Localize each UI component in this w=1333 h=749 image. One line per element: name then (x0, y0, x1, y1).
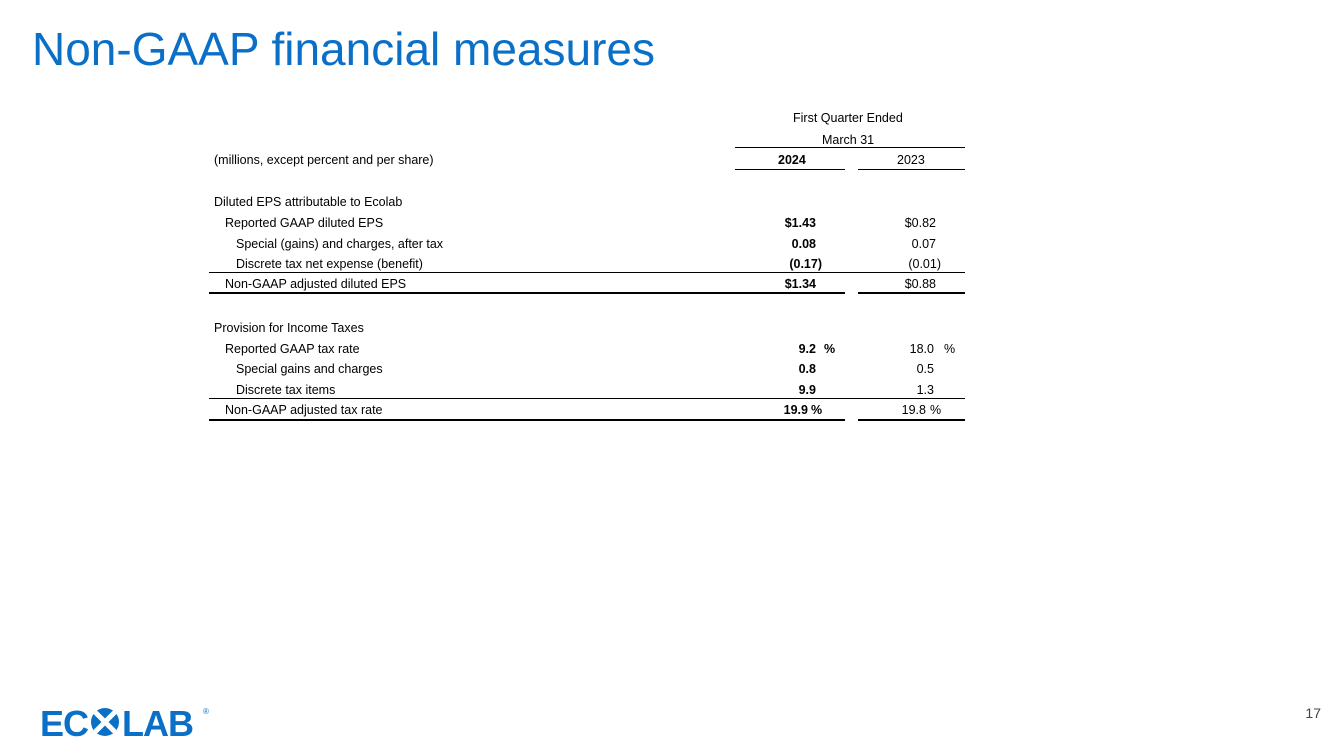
tax-row-label: Special gains and charges (236, 362, 383, 376)
eps-row-label: Discrete tax net expense (benefit) (236, 257, 423, 271)
pct-sign: % (944, 342, 956, 356)
eps-total-rule (209, 292, 845, 294)
col-2024-rule (735, 169, 845, 170)
tax-row-2024: 9.9 (798, 383, 816, 397)
col-2023-rule (858, 169, 965, 170)
pct-sign: % (824, 342, 836, 356)
tax-row-2024: 0.8 (798, 362, 816, 376)
tax-total-rule-2023 (858, 419, 965, 421)
tax-row-2023: 1.3 (916, 383, 934, 397)
eps-row-2023: (0.01) (908, 257, 941, 271)
col-2023-header: 2023 (897, 153, 925, 167)
svg-text:LAB: LAB (122, 704, 193, 740)
svg-text:®: ® (203, 707, 209, 716)
eps-subtotal-rule (209, 272, 965, 273)
tax-row-label: Reported GAAP tax rate (225, 342, 360, 356)
eps-section-label: Diluted EPS attributable to Ecolab (214, 195, 403, 209)
eps-row-label: Special (gains) and charges, after tax (236, 237, 444, 251)
eps-row-2023: 0.07 (911, 237, 936, 251)
period-header: First Quarter Ended (793, 111, 903, 125)
eps-total-2024: $1.34 (784, 277, 816, 291)
tax-row-2024: 9.2 (798, 342, 816, 356)
svg-text:EC: EC (40, 704, 89, 740)
tax-section-label: Provision for Income Taxes (214, 321, 364, 335)
page-title: Non-GAAP financial measures (32, 23, 655, 75)
tax-total-2023: 19.8 (901, 403, 926, 417)
tax-total-label: Non-GAAP adjusted tax rate (225, 403, 383, 417)
eps-total-label: Non-GAAP adjusted diluted EPS (225, 277, 407, 291)
date-header: March 31 (822, 133, 875, 147)
eps-row-2024: $1.43 (784, 216, 816, 230)
pct-sign: % (930, 403, 942, 417)
eps-total-2023: $0.88 (904, 277, 936, 291)
header-rule (735, 147, 965, 148)
eps-row-2024: (0.17) (789, 257, 822, 271)
tax-row-2023: 18.0 (909, 342, 934, 356)
tax-total-2024: 19.9 (783, 403, 808, 417)
pct-sign: % (811, 403, 823, 417)
eps-row-2023: $0.82 (904, 216, 936, 230)
eps-total-rule-2023 (858, 292, 965, 294)
tax-subtotal-rule (209, 398, 965, 399)
tax-total-rule (209, 419, 845, 421)
tax-row-label: Discrete tax items (236, 383, 336, 397)
units-label: (millions, except percent and per share) (214, 153, 434, 167)
page-number: 17 (1305, 705, 1321, 721)
col-2024-header: 2024 (778, 153, 806, 167)
tax-row-2023: 0.5 (916, 362, 934, 376)
eps-row-label: Reported GAAP diluted EPS (225, 216, 384, 230)
eps-row-2024: 0.08 (791, 237, 816, 251)
ecolab-logo (40, 704, 212, 745)
